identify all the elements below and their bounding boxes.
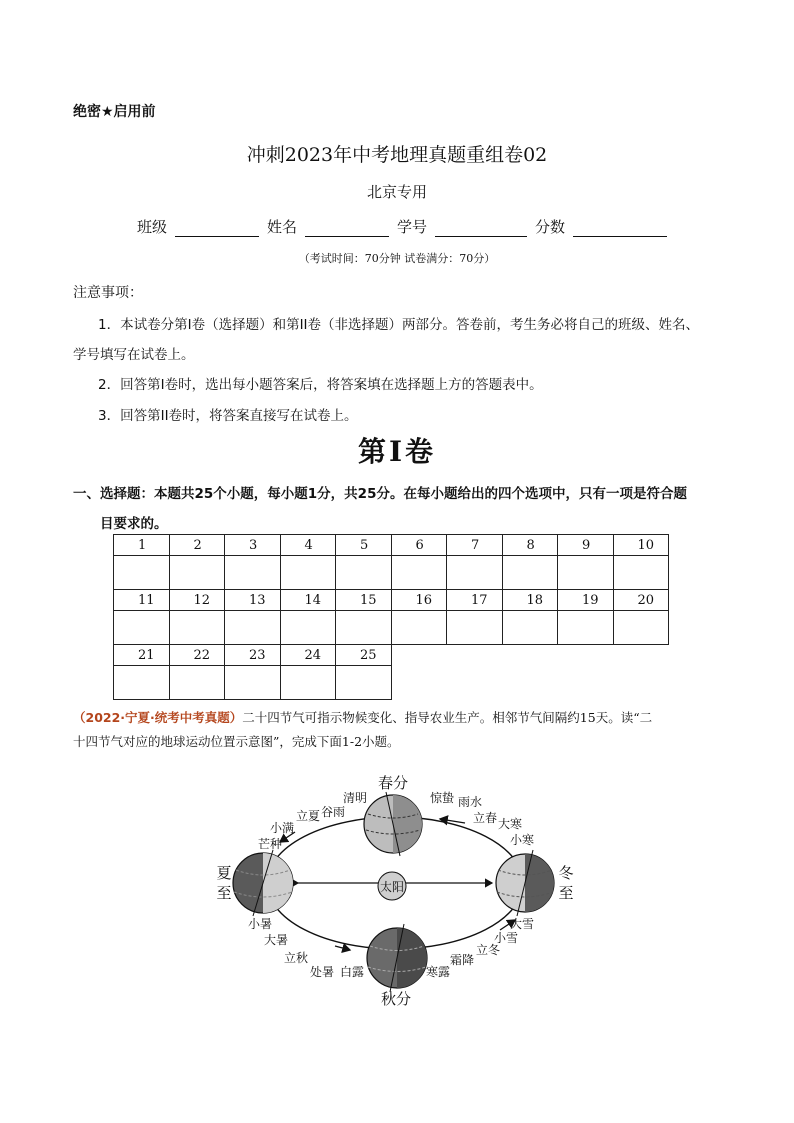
term-label: 处暑 [309, 965, 335, 979]
notice-title: 注意事项： [73, 285, 143, 301]
notice-item-1: 1．本试卷分第I卷（选择题）和第II卷（非选择题）两部分。答卷前，考生务必将自己的班级、姓名、 [98, 317, 700, 333]
student-id-label: 学号 [397, 218, 428, 236]
student-id-field[interactable] [435, 220, 527, 237]
answer-number: 15 [336, 590, 392, 611]
answer-cell[interactable] [225, 556, 281, 590]
answer-number: 16 [391, 590, 447, 611]
term-label: 小雪 [493, 931, 519, 945]
notice-item-2: 2．回答第I卷时，选出每小题答案后，将答案填在选择题上方的答题表中。 [98, 377, 543, 393]
answer-number: 8 [502, 535, 558, 556]
question-stem [73, 706, 728, 754]
term-label: 立春 [472, 811, 498, 825]
section-heading [73, 479, 733, 539]
answer-cell[interactable] [447, 556, 503, 590]
exam-subtitle: 北京专用 [366, 183, 427, 201]
question-text-1: 二十四节气可指示物候变化、指导农业生产。相邻节气间隔约15天。读“二 [242, 710, 653, 725]
term-summer-solstice-2: 至 [216, 884, 232, 902]
answer-number: 9 [558, 535, 614, 556]
section-heading-line1: 一、选择题：本题共25个小题，每小题1分，共25分。在每小题给出的四个选项中，只有一项是符合题 [73, 486, 687, 502]
name-label: 姓名 [267, 218, 298, 236]
answer-cell[interactable] [336, 611, 392, 645]
term-label: 芒种 [257, 837, 283, 851]
answer-cell[interactable] [502, 556, 558, 590]
score-field[interactable] [573, 220, 667, 237]
volume-title: 第I卷 [357, 435, 437, 468]
answer-cell[interactable] [114, 666, 170, 700]
class-field[interactable] [175, 220, 259, 237]
answer-number: 14 [280, 590, 336, 611]
term-label: 清明 [342, 791, 368, 805]
question-line-1 [73, 706, 728, 730]
term-label: 立夏 [295, 809, 321, 823]
answer-cell[interactable] [280, 611, 336, 645]
answer-number: 25 [336, 645, 392, 666]
earth-summer-icon [233, 850, 293, 916]
term-autumn-equinox: 秋分 [380, 990, 412, 1008]
term-label: 霜降 [449, 953, 475, 967]
answer-number: 18 [502, 590, 558, 611]
answer-number: 4 [280, 535, 336, 556]
term-label: 谷雨 [320, 805, 346, 819]
term-label: 小寒 [509, 833, 535, 847]
answer-cell[interactable] [447, 611, 503, 645]
question-text-2: 十四节气对应的地球运动位置示意图”，完成下面1-2小题。 [73, 734, 400, 749]
answer-number: 11 [114, 590, 170, 611]
term-label: 寒露 [425, 965, 451, 979]
answer-cell[interactable] [336, 666, 392, 700]
answer-number: 23 [225, 645, 281, 666]
class-label: 班级 [137, 218, 168, 236]
earth-winter-icon [496, 850, 554, 916]
answer-cell[interactable] [391, 556, 447, 590]
answer-cell[interactable] [114, 611, 170, 645]
section-heading-line2: 目要求的。 [100, 516, 168, 532]
term-summer-solstice-1: 夏 [216, 864, 232, 882]
earth-orbit-diagram [200, 770, 590, 1010]
earth-spring-icon [364, 792, 422, 856]
answer-cell[interactable] [613, 611, 669, 645]
answer-cell[interactable] [558, 611, 614, 645]
answer-number: 6 [391, 535, 447, 556]
answer-number: 5 [336, 535, 392, 556]
answer-cell[interactable] [114, 556, 170, 590]
earth-autumn-icon [367, 924, 427, 992]
question-source: （2022·宁夏·统考中考真题） [73, 710, 243, 725]
term-label: 小暑 [247, 917, 273, 931]
answer-cell[interactable] [391, 611, 447, 645]
answer-number: 21 [114, 645, 170, 666]
answer-cell[interactable] [280, 666, 336, 700]
term-label: 大暑 [263, 933, 289, 947]
answer-number: 7 [447, 535, 503, 556]
answer-number: 13 [225, 590, 281, 611]
answer-number: 10 [613, 535, 669, 556]
student-info-line [137, 216, 667, 237]
name-field[interactable] [305, 220, 389, 237]
answer-number: 20 [613, 590, 669, 611]
answer-cell[interactable] [280, 556, 336, 590]
score-label: 分数 [535, 218, 566, 236]
answer-cell[interactable] [169, 666, 225, 700]
exam-title: 冲刺2023年中考地理真题重组卷02 [246, 144, 548, 166]
answer-cell[interactable] [225, 666, 281, 700]
term-label: 惊蛰 [429, 791, 455, 805]
term-winter-solstice-2: 至 [558, 884, 574, 902]
answer-cell[interactable] [169, 611, 225, 645]
term-label: 立秋 [283, 951, 309, 965]
answer-table [113, 534, 669, 700]
term-winter-solstice-1: 冬 [558, 864, 574, 882]
answer-cell[interactable] [169, 556, 225, 590]
notice-item-1-cont: 学号填写在试卷上。 [73, 347, 195, 363]
answer-number: 12 [169, 590, 225, 611]
term-label: 大寒 [497, 817, 523, 831]
orbit-arrow-icon [335, 946, 350, 950]
sun-label: 太阳 [379, 880, 405, 894]
answer-number: 24 [280, 645, 336, 666]
answer-cell[interactable] [502, 611, 558, 645]
exam-time-note: （考试时间：70分钟 试卷满分：70分） [298, 252, 496, 265]
answer-cell[interactable] [225, 611, 281, 645]
answer-cell[interactable] [558, 556, 614, 590]
notice-item-3: 3．回答第II卷时，将答案直接写在试卷上。 [98, 408, 358, 424]
answer-number: 2 [169, 535, 225, 556]
answer-cell[interactable] [613, 556, 669, 590]
term-label: 立冬 [475, 943, 501, 957]
answer-cell[interactable] [336, 556, 392, 590]
answer-number: 22 [169, 645, 225, 666]
answer-number: 17 [447, 590, 503, 611]
answer-number: 19 [558, 590, 614, 611]
confidential-mark: 绝密★启用前 [73, 104, 156, 120]
term-spring-equinox: 春分 [377, 774, 409, 792]
answer-number: 1 [114, 535, 170, 556]
term-label: 白露 [339, 965, 365, 979]
answer-number: 3 [225, 535, 281, 556]
term-label: 小满 [269, 821, 295, 835]
term-label: 大雪 [509, 917, 535, 931]
term-label: 雨水 [457, 795, 483, 809]
